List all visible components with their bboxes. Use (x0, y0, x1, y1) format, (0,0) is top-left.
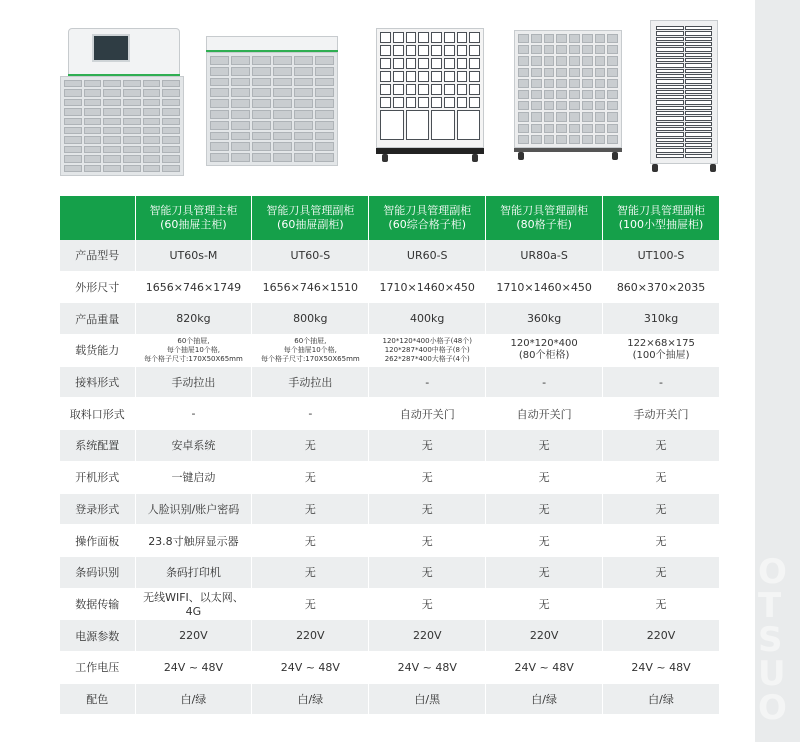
spec-cell (369, 335, 486, 367)
product-image-main-cabinet (60, 24, 188, 174)
spec-cell: 400kg (369, 303, 486, 335)
spec-row (60, 493, 720, 525)
row-label: 条码识别 (60, 556, 135, 588)
column-header-title: 智能刀具管理副柜 (266, 204, 355, 217)
spec-cell-line: 122×68×175 (627, 338, 695, 350)
spec-cell: 无 (486, 430, 603, 462)
spec-cell: 800kg (252, 303, 369, 335)
row-label: 工作电压 (60, 651, 135, 683)
spec-table (60, 196, 720, 715)
spec-cell: 220V (486, 620, 603, 652)
row-label: 操作面板 (60, 525, 135, 557)
row-label: 接料形式 (60, 366, 135, 398)
spec-row (60, 366, 720, 398)
spec-cell-line: (100个抽屉) (632, 350, 690, 362)
spec-row (60, 335, 720, 367)
spec-cell: 安卓系统 (135, 430, 252, 462)
spec-cell-line: 60个抽屉, (294, 336, 327, 345)
spec-cell: - (603, 366, 720, 398)
spec-cell: - (486, 366, 603, 398)
spec-cell: 无 (603, 525, 720, 557)
spec-cell: 无 (486, 461, 603, 493)
spec-cell: 无 (603, 430, 720, 462)
spec-cell: 无 (252, 525, 369, 557)
column-header-subtitle: (80格子柜) (516, 218, 572, 231)
product-images (60, 8, 720, 188)
spec-cell: 24V ~ 48V (135, 651, 252, 683)
spec-cell: 白/绿 (135, 683, 252, 715)
row-label: 开机形式 (60, 461, 135, 493)
row-label: 产品重量 (60, 303, 135, 335)
spec-row (60, 398, 720, 430)
column-header-subtitle: (100小型抽屉柜) (618, 218, 704, 231)
spec-row (60, 461, 720, 493)
spec-row (60, 683, 720, 715)
spec-cell: 自动开关门 (369, 398, 486, 430)
spec-cell: 无 (486, 588, 603, 620)
spec-cell: 310kg (603, 303, 720, 335)
column-header-1 (135, 196, 252, 240)
spec-cell: 24V ~ 48V (486, 651, 603, 683)
spec-cell: 无 (252, 461, 369, 493)
spec-cell: - (252, 398, 369, 430)
spec-header-row (60, 196, 720, 240)
row-label: 产品型号 (60, 240, 135, 271)
spec-cell: 手动开关门 (603, 398, 720, 430)
spec-cell: 无 (252, 430, 369, 462)
row-label: 数据传输 (60, 588, 135, 620)
spec-cell-line: 每个格子尺寸:170X50X65mm (144, 354, 243, 363)
spec-row (60, 271, 720, 303)
spec-cell: 220V (252, 620, 369, 652)
row-label: 电源参数 (60, 620, 135, 652)
spec-cell: 23.8寸触屏显示器 (135, 525, 252, 557)
spec-cell: UT100-S (603, 240, 720, 271)
spec-cell: 220V (603, 620, 720, 652)
spec-cell: 手动拉出 (135, 366, 252, 398)
spec-cell: 手动拉出 (252, 366, 369, 398)
row-label: 配色 (60, 683, 135, 715)
spec-cell-line: 每个抽屉10个格, (283, 345, 337, 354)
row-label: 载货能力 (60, 335, 135, 367)
spec-cell: - (369, 366, 486, 398)
spec-cell: 无 (603, 588, 720, 620)
product-image-drawer-cabinet-100 (650, 20, 720, 176)
spec-row (60, 240, 720, 271)
spec-cell: 1710×1460×450 (369, 271, 486, 303)
spec-cell: 24V ~ 48V (369, 651, 486, 683)
spec-cell-line: 每个格子尺寸:170X50X65mm (260, 354, 360, 363)
spec-cell: 无 (252, 493, 369, 525)
spec-cell: 24V ~ 48V (252, 651, 369, 683)
spec-cell: 无 (486, 525, 603, 557)
spec-cell: 白/绿 (252, 683, 369, 715)
spec-cell-line: 120*120*400 (510, 338, 578, 350)
column-header-subtitle: (60综合格子柜) (388, 218, 467, 231)
header-blank-cell (60, 196, 135, 240)
spec-row (60, 588, 720, 620)
spec-cell: 24V ~ 48V (603, 651, 720, 683)
spec-cell-line: (80个柜格) (518, 350, 570, 362)
spec-cell-line: 262*287*400大格子(4个) (384, 354, 470, 363)
spec-cell: 白/绿 (486, 683, 603, 715)
column-header-4 (486, 196, 603, 240)
column-header-5 (603, 196, 720, 240)
spec-cell: 无 (486, 556, 603, 588)
column-header-subtitle: (60抽屉副柜) (277, 218, 344, 231)
spec-cell (135, 335, 252, 367)
spec-cell: 1710×1460×450 (486, 271, 603, 303)
row-label: 取料口形式 (60, 398, 135, 430)
spec-row (60, 525, 720, 557)
spec-row (60, 303, 720, 335)
spec-cell (486, 335, 603, 367)
spec-cell: 条码打印机 (135, 556, 252, 588)
spec-cell: 1656×746×1510 (252, 271, 369, 303)
column-header-2 (252, 196, 369, 240)
product-image-sub-cabinet (206, 36, 338, 176)
column-header-subtitle: (60抽屉主柜) (160, 218, 227, 231)
spec-cell: - (135, 398, 252, 430)
side-watermark: O T S U O (758, 552, 787, 728)
spec-cell: 无 (252, 588, 369, 620)
spec-cell: 1656×746×1749 (135, 271, 252, 303)
spec-cell: 一键启动 (135, 461, 252, 493)
spec-cell-line: 120*287*400中格子(8个) (384, 345, 470, 354)
product-image-locker-80 (514, 30, 624, 170)
spec-row (60, 651, 720, 683)
spec-cell: 无线WIFI、以太网、4G (135, 588, 252, 620)
spec-cell: UR80a-S (486, 240, 603, 271)
spec-cell: 自动开关门 (486, 398, 603, 430)
spec-cell: 无 (369, 525, 486, 557)
spec-row (60, 620, 720, 652)
spec-cell: 无 (486, 493, 603, 525)
spec-cell: UT60s-M (135, 240, 252, 271)
product-image-locker-60 (376, 28, 484, 168)
spec-cell: 220V (135, 620, 252, 652)
row-label: 登录形式 (60, 493, 135, 525)
spec-cell: 820kg (135, 303, 252, 335)
spec-cell: 无 (603, 461, 720, 493)
row-label: 系统配置 (60, 430, 135, 462)
spec-cell: 220V (369, 620, 486, 652)
spec-cell: 无 (603, 493, 720, 525)
spec-cell (603, 335, 720, 367)
spec-cell: 860×370×2035 (603, 271, 720, 303)
spec-cell: 360kg (486, 303, 603, 335)
row-label: 外形尺寸 (60, 271, 135, 303)
column-header-title: 智能刀具管理副柜 (500, 204, 589, 217)
spec-cell: 无 (369, 461, 486, 493)
spec-cell (252, 335, 369, 367)
column-header-title: 智能刀具管理副柜 (383, 204, 472, 217)
spec-cell: UT60-S (252, 240, 369, 271)
column-header-title: 智能刀具管理副柜 (617, 204, 706, 217)
spec-cell: 无 (603, 556, 720, 588)
spec-cell: 人脸识别/账户密码 (135, 493, 252, 525)
spec-cell-line: 每个抽屉10个格, (166, 345, 221, 354)
spec-cell: 白/黑 (369, 683, 486, 715)
spec-cell: UR60-S (369, 240, 486, 271)
side-decoration-bar (755, 0, 800, 742)
column-header-title: 智能刀具管理主柜 (149, 204, 238, 217)
spec-cell: 无 (252, 556, 369, 588)
spec-cell: 无 (369, 556, 486, 588)
column-header-3 (369, 196, 486, 240)
spec-row (60, 430, 720, 462)
spec-cell: 无 (369, 493, 486, 525)
spec-cell-line: 120*120*400小格子(48个) (382, 336, 472, 345)
spec-cell: 无 (369, 588, 486, 620)
spec-row (60, 556, 720, 588)
spec-cell: 白/绿 (603, 683, 720, 715)
touchscreen-display (92, 34, 130, 62)
spec-cell: 无 (369, 430, 486, 462)
spec-cell-line: 60个抽屉, (177, 336, 210, 345)
